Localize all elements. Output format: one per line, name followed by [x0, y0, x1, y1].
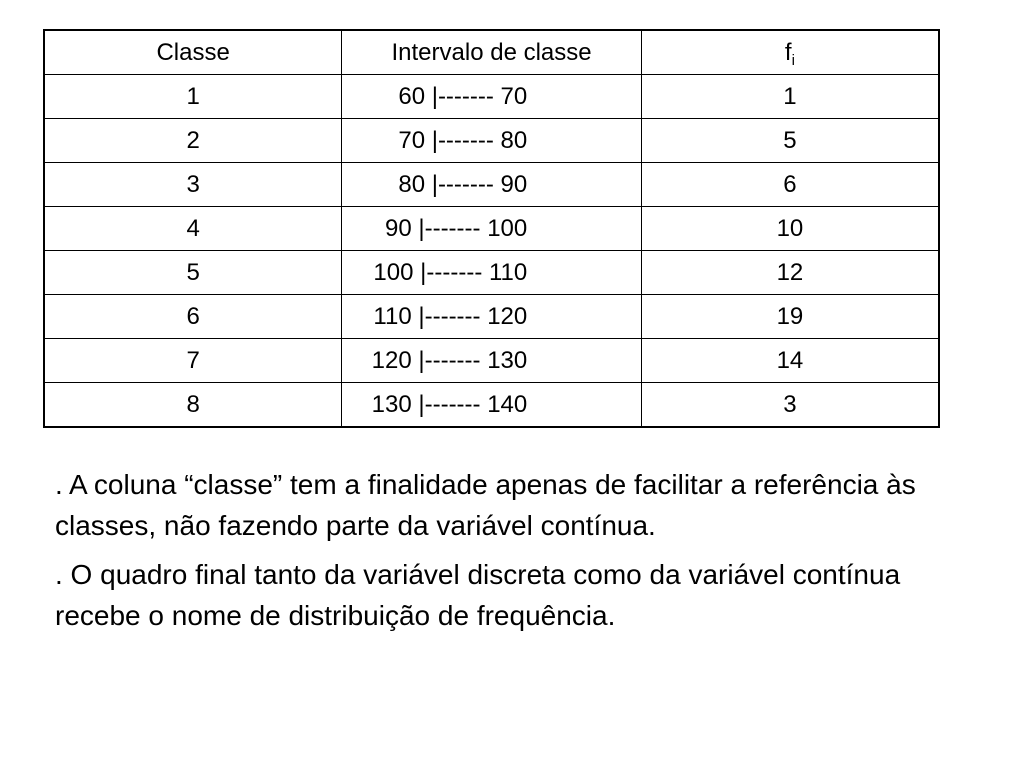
cell-fi: 10	[641, 207, 939, 251]
header-fi-subscript: i	[791, 51, 795, 69]
cell-intervalo	[342, 295, 642, 339]
note-paragraph: . O quadro final tanto da variável discreta como da variável contínua recebe o nome de distribuição de frequência.	[55, 559, 901, 631]
table-row	[44, 119, 939, 163]
cell-intervalo	[342, 75, 642, 119]
note-paragraph: . A coluna “classe” tem a finalidade apenas de facilitar a referência às classes, não fazendo parte da variável contínua.	[55, 469, 916, 541]
interval-text: 130 |------- 140	[371, 390, 528, 418]
cell-intervalo	[342, 119, 642, 163]
interval-text: 60 |------- 70	[398, 82, 528, 110]
cell-classe: 6	[44, 295, 342, 339]
table-row	[44, 251, 939, 295]
cell-fi: 14	[641, 339, 939, 383]
interval-text: 90 |------- 100	[384, 214, 528, 242]
cell-fi: 6	[641, 163, 939, 207]
cell-intervalo	[342, 207, 642, 251]
table-header-row	[44, 30, 939, 75]
cell-fi: 1	[641, 75, 939, 119]
table-row	[44, 75, 939, 119]
cell-fi: 12	[641, 251, 939, 295]
cell-fi: 3	[641, 383, 939, 428]
notes-section	[55, 464, 935, 644]
cell-fi: 19	[641, 295, 939, 339]
cell-classe: 1	[44, 75, 342, 119]
table-row	[44, 383, 939, 428]
table-row	[44, 163, 939, 207]
interval-text: 120 |------- 130	[371, 346, 528, 374]
table-row	[44, 339, 939, 383]
header-fi-base: f	[784, 38, 792, 66]
header-fi	[641, 30, 939, 75]
cell-intervalo	[342, 383, 642, 428]
cell-classe: 2	[44, 119, 342, 163]
interval-text: 80 |------- 90	[398, 170, 528, 198]
interval-text: 110 |------- 120	[373, 302, 528, 330]
cell-intervalo	[342, 339, 642, 383]
cell-fi: 5	[641, 119, 939, 163]
cell-classe: 3	[44, 163, 342, 207]
cell-intervalo	[342, 251, 642, 295]
frequency-table	[43, 29, 940, 428]
interval-text: 70 |------- 80	[398, 126, 528, 154]
cell-classe: 5	[44, 251, 342, 295]
cell-intervalo	[342, 163, 642, 207]
cell-classe: 7	[44, 339, 342, 383]
table-row	[44, 207, 939, 251]
cell-classe: 8	[44, 383, 342, 428]
header-classe: Classe	[44, 30, 342, 75]
table-row	[44, 295, 939, 339]
interval-text: 100 |------- 110	[373, 258, 528, 286]
header-intervalo: Intervalo de classe	[342, 30, 642, 75]
cell-classe: 4	[44, 207, 342, 251]
